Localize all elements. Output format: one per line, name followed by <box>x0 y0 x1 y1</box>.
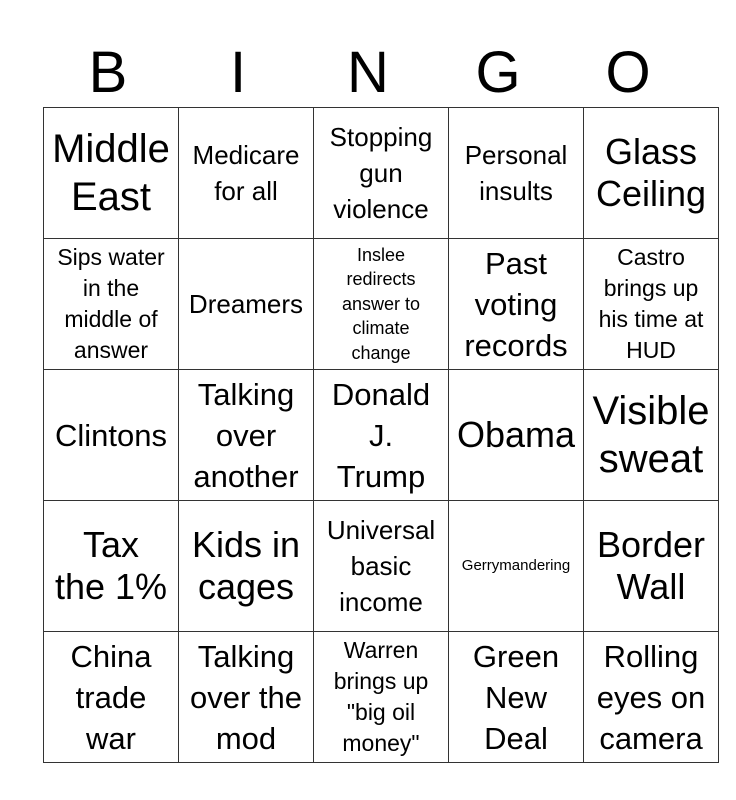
bingo-cell-label: Gerrymandering <box>461 557 571 574</box>
board-row <box>44 370 719 501</box>
bingo-cell[interactable] <box>584 239 719 370</box>
bingo-cell-label: Warren brings up "big oil money" <box>333 637 429 756</box>
board-row <box>44 501 719 632</box>
bingo-cell[interactable] <box>179 108 314 239</box>
bingo-cell[interactable] <box>449 501 584 632</box>
bingo-cell-label: Universal basic income <box>326 515 436 617</box>
bingo-cell[interactable] <box>314 370 449 501</box>
header-letter-g: G <box>475 40 521 105</box>
bingo-cell[interactable] <box>44 370 179 501</box>
bingo-cell-label: Kids in cages <box>191 524 301 607</box>
bingo-cell-label: Personal insults <box>464 140 568 206</box>
bingo-cell-label: Glass Ceiling <box>595 131 707 214</box>
bingo-cell-label: Border Wall <box>596 524 706 607</box>
bingo-cell[interactable] <box>44 632 179 763</box>
bingo-cell[interactable] <box>179 501 314 632</box>
bingo-cell[interactable] <box>584 632 719 763</box>
bingo-board <box>43 107 719 763</box>
bingo-cell[interactable] <box>179 632 314 763</box>
bingo-cell[interactable] <box>584 108 719 239</box>
bingo-cell-label: Middle East <box>52 127 170 219</box>
header-letter-o: O <box>605 40 651 105</box>
bingo-cell[interactable] <box>179 239 314 370</box>
bingo-cell[interactable] <box>584 370 719 501</box>
bingo-cell-label: Medicare for all <box>192 140 300 206</box>
board-row <box>44 239 719 370</box>
bingo-cell[interactable] <box>44 239 179 370</box>
header-letter-b: B <box>88 40 128 105</box>
bingo-cell-label: Tax the 1% <box>54 524 168 607</box>
bingo-cell-label: Castro brings up his time at HUD <box>598 244 704 363</box>
bingo-cell[interactable] <box>314 501 449 632</box>
bingo-cell-label: Stopping gun violence <box>329 122 433 224</box>
bingo-cell-label: Green New Deal <box>472 638 560 756</box>
bingo-cell[interactable] <box>44 108 179 239</box>
bingo-cell-label: Donald J. Trump <box>331 376 431 494</box>
bingo-cell[interactable] <box>449 370 584 501</box>
board-row <box>44 108 719 239</box>
bingo-cell-label: Sips water in the middle of answer <box>57 244 165 363</box>
bingo-cell-label: Rolling eyes on camera <box>596 638 706 756</box>
bingo-header <box>43 38 693 108</box>
bingo-cell-label: Inslee redirects answer to climate change <box>341 244 421 363</box>
bingo-cell-label: Visible sweat <box>592 389 710 481</box>
bingo-cell[interactable] <box>314 632 449 763</box>
board-row <box>44 632 719 763</box>
bingo-cell[interactable] <box>314 108 449 239</box>
bingo-board-body <box>44 108 719 763</box>
bingo-cell[interactable] <box>44 501 179 632</box>
bingo-cell-label: Talking over another <box>193 376 299 494</box>
bingo-cell[interactable] <box>584 501 719 632</box>
header-letter-i: I <box>229 40 247 105</box>
bingo-cell[interactable] <box>449 108 584 239</box>
bingo-cell-label: Clintons <box>55 417 167 453</box>
bingo-cell-label: Dreamers <box>188 289 304 319</box>
bingo-cell[interactable] <box>314 239 449 370</box>
bingo-cell[interactable] <box>179 370 314 501</box>
bingo-cell-label: Past voting records <box>464 245 568 363</box>
header-letter-n: N <box>347 40 389 105</box>
bingo-cell-label: China trade war <box>70 638 152 756</box>
bingo-cell[interactable] <box>449 632 584 763</box>
bingo-cell[interactable] <box>449 239 584 370</box>
bingo-cell-label: Talking over the mod <box>189 638 302 756</box>
bingo-cell-label: Obama <box>456 414 576 455</box>
